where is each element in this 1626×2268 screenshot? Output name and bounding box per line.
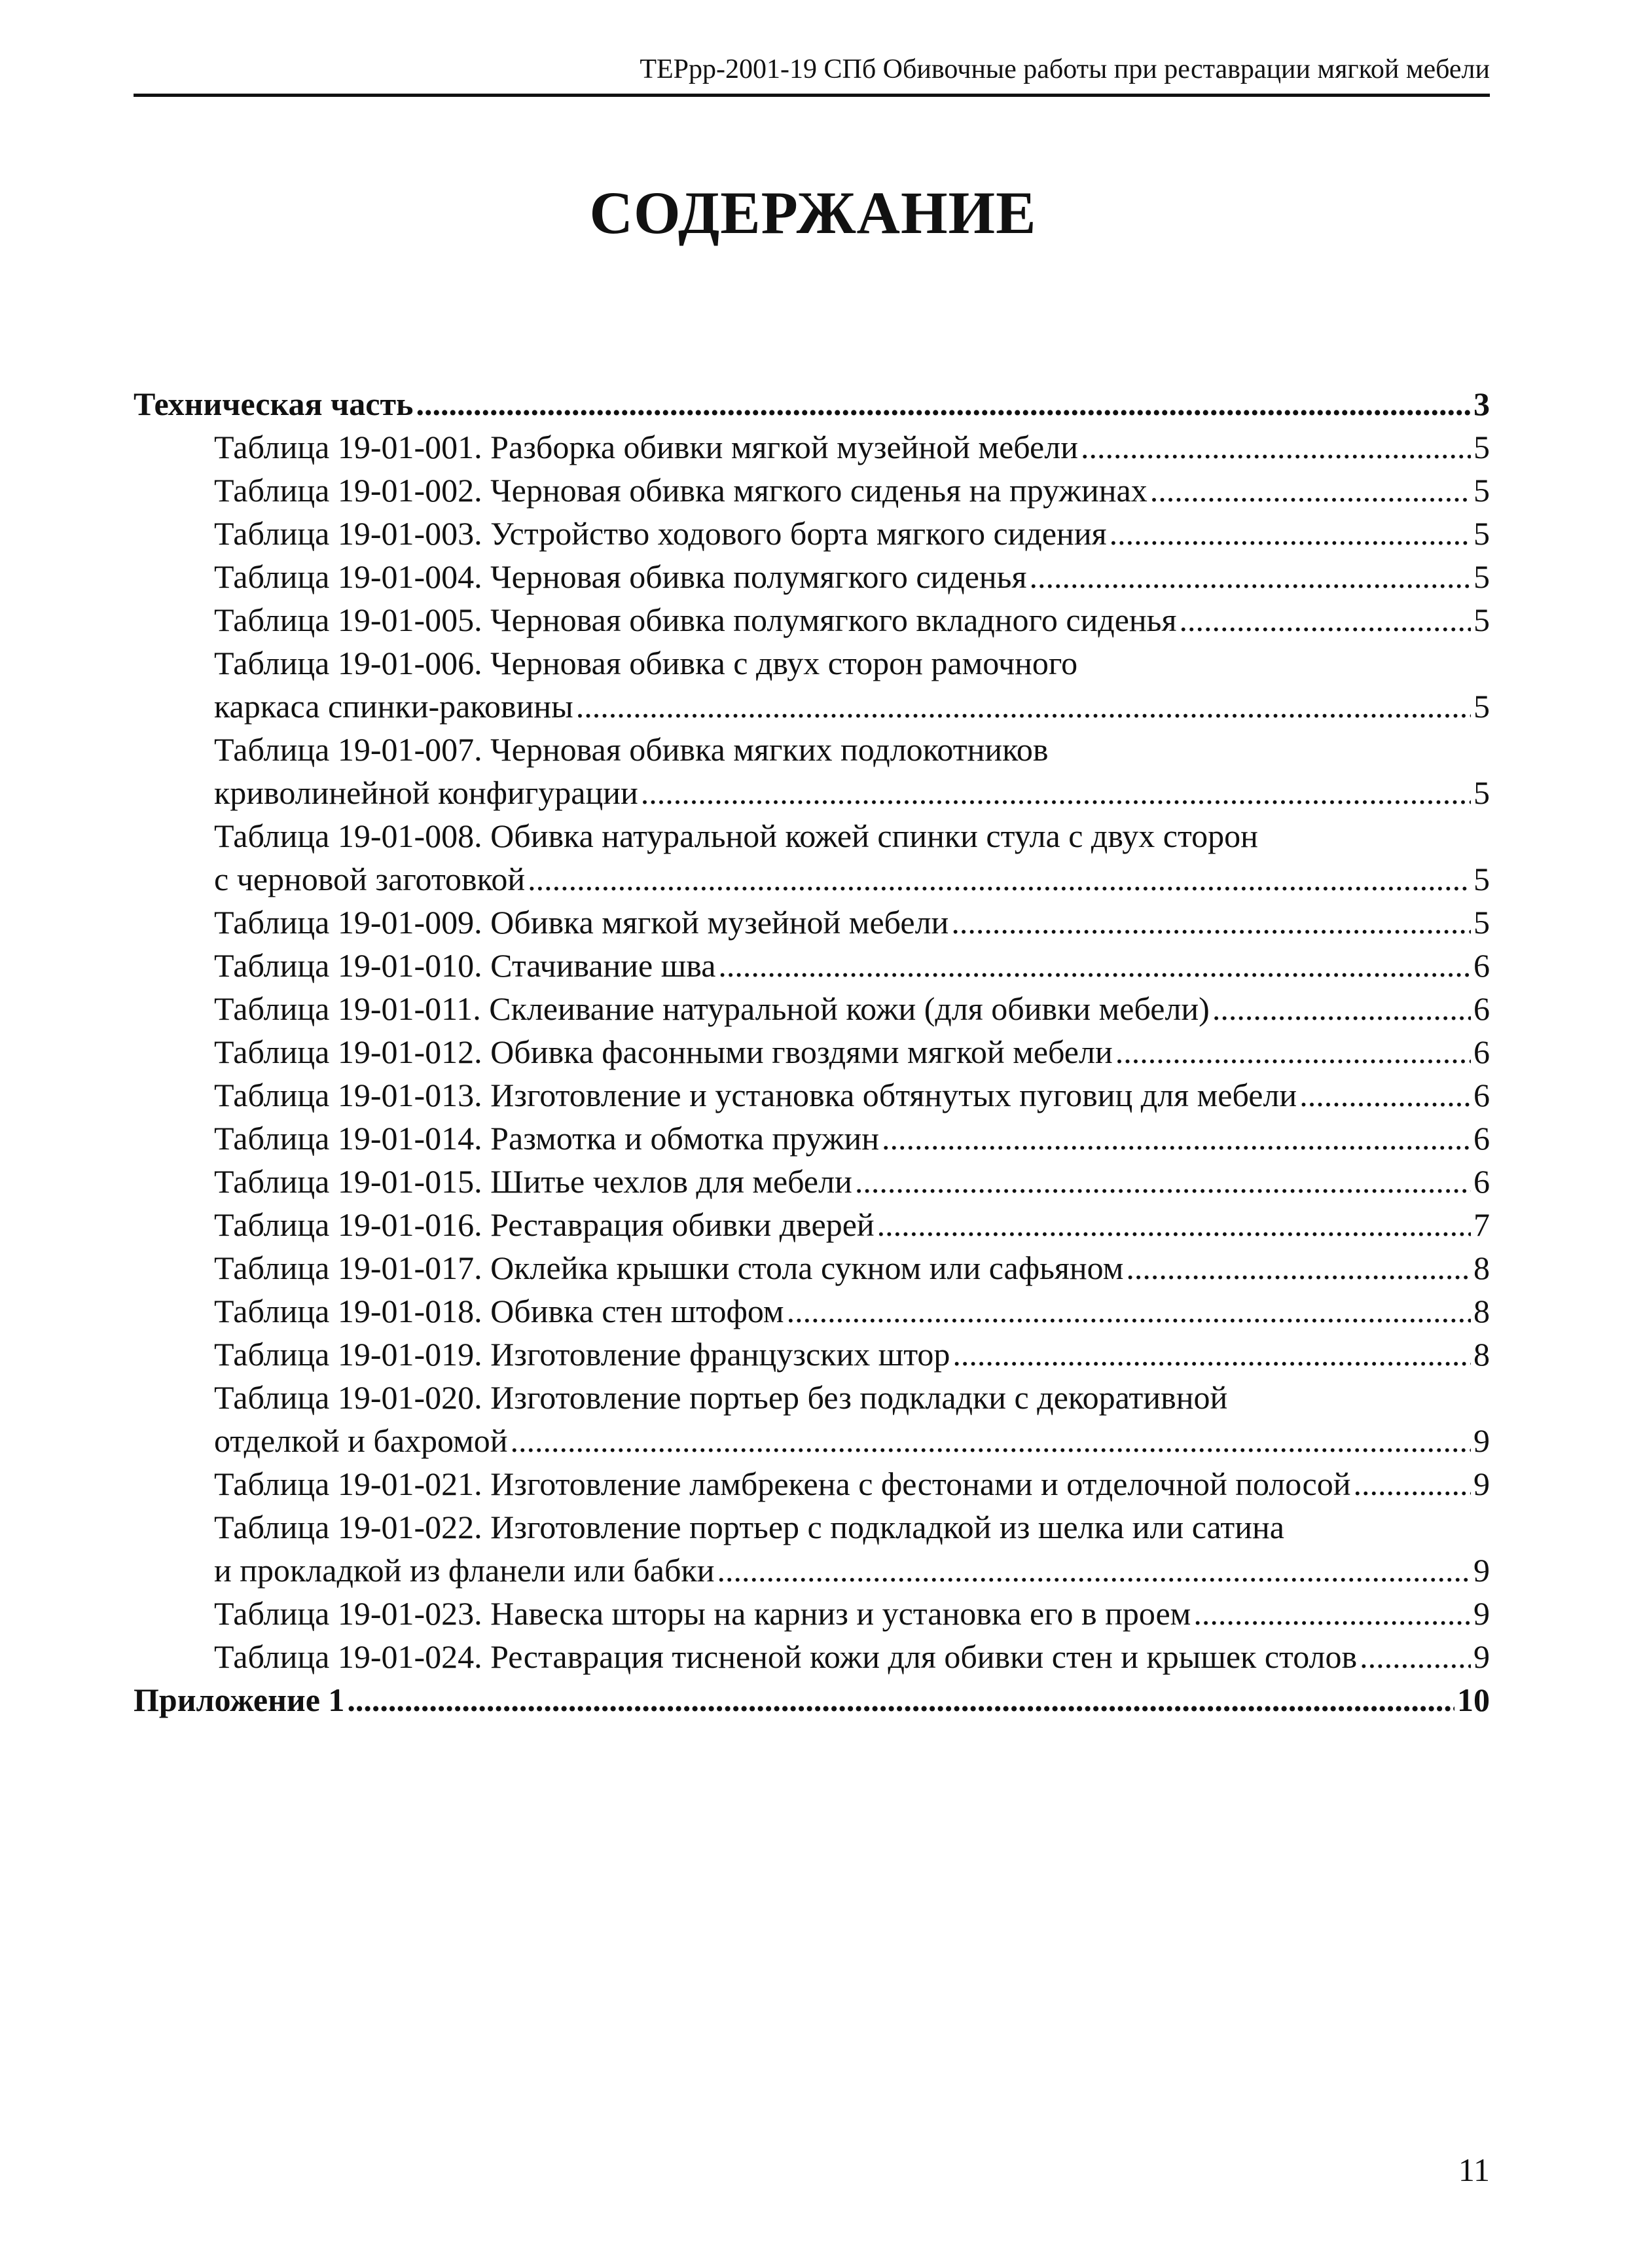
toc-entry[interactable] [134, 425, 1490, 469]
toc-entry-title: Таблица 19-01-015. Шитье чехлов для мебели [214, 1163, 852, 1200]
dot-leader [1193, 1592, 1471, 1635]
toc-entry-first-line[interactable] [134, 728, 1490, 771]
dot-leader [1110, 512, 1471, 555]
dot-leader [1299, 1073, 1471, 1117]
dot-leader [1115, 1030, 1471, 1073]
dot-leader [1360, 1635, 1471, 1678]
dot-leader [718, 944, 1471, 987]
toc-entry[interactable] [134, 598, 1490, 641]
toc-entry-page: 5 [1473, 472, 1490, 509]
toc-entry-title: Таблица 19-01-022. Изготовление портьер с подкладкой из шелка или сатина [214, 1509, 1284, 1545]
toc-entry-title: Таблица 19-01-006. Черновая обивка с двух сторон рамочного [214, 645, 1078, 681]
dot-leader [1126, 1246, 1471, 1289]
toc-entry[interactable] [134, 512, 1490, 555]
toc-entry-title: Таблица 19-01-001. Разборка обивки мягкой музейной мебели [214, 429, 1078, 465]
toc-entry[interactable] [134, 1549, 1490, 1592]
toc-entry[interactable] [134, 685, 1490, 728]
dot-leader [787, 1289, 1471, 1333]
dot-leader [882, 1117, 1471, 1160]
toc-entry-page: 3 [1473, 386, 1490, 422]
dot-leader [951, 901, 1471, 944]
dot-leader [1081, 425, 1471, 469]
toc-entry-title: Таблица 19-01-012. Обивка фасонными гвоздями мягкой мебели [214, 1034, 1113, 1070]
toc-entry-page: 5 [1473, 429, 1490, 465]
toc-entry-page: 5 [1473, 558, 1490, 595]
dot-leader [1353, 1462, 1471, 1505]
toc-entry-title: Таблица 19-01-017. Оклейка крышки стола сукном или сафьяном [214, 1250, 1124, 1286]
toc-entry-title: Таблица 19-01-014. Размотка и обмотка пружин [214, 1120, 880, 1157]
page-number: 11 [1458, 2151, 1490, 2188]
toc-entry[interactable] [134, 771, 1490, 814]
toc-entry-page: 10 [1457, 1682, 1490, 1718]
dot-leader [855, 1160, 1471, 1203]
toc-entry-title: Таблица 19-01-020. Изготовление портьер без подкладки с декоративной [214, 1379, 1228, 1416]
toc-entry[interactable] [134, 1289, 1490, 1333]
toc-entry-title: Таблица 19-01-002. Черновая обивка мягкого сиденья на пружинах [214, 472, 1147, 509]
toc-entry-page: 9 [1473, 1595, 1490, 1632]
toc-entry-page: 8 [1473, 1293, 1490, 1329]
toc-entry-title: Таблица 19-01-018. Обивка стен штофом [214, 1293, 784, 1329]
toc-entry-page: 6 [1473, 1120, 1490, 1157]
toc-entry-title: криволинейной конфигурации [214, 774, 638, 811]
toc-entry[interactable] [134, 469, 1490, 512]
dot-leader [1150, 469, 1471, 512]
toc-entry[interactable] [134, 1117, 1490, 1160]
toc-entry[interactable] [134, 1246, 1490, 1289]
dot-leader [877, 1203, 1471, 1246]
toc-entry[interactable] [134, 1030, 1490, 1073]
toc-entry[interactable] [134, 1462, 1490, 1505]
page-title: СОДЕРЖАНИЕ [589, 179, 1037, 246]
toc-entry[interactable] [134, 1203, 1490, 1246]
dot-leader [1212, 987, 1471, 1030]
dot-leader [528, 857, 1471, 901]
toc-entry[interactable] [134, 1073, 1490, 1117]
toc-entry-page: 9 [1473, 1422, 1490, 1459]
dot-leader [717, 1549, 1471, 1592]
toc-entry[interactable] [134, 382, 1490, 425]
table-of-contents [134, 382, 1490, 1721]
toc-entry-first-line[interactable] [134, 1376, 1490, 1419]
toc-entry-page: 9 [1473, 1466, 1490, 1502]
toc-entry-page: 5 [1473, 861, 1490, 897]
dot-leader [576, 685, 1471, 728]
toc-entry[interactable] [134, 1635, 1490, 1678]
toc-entry-title: Таблица 19-01-019. Изготовление французских штор [214, 1336, 950, 1373]
toc-entry-page: 6 [1473, 1077, 1490, 1113]
toc-entry[interactable] [134, 1419, 1490, 1462]
toc-entry[interactable] [134, 1678, 1490, 1721]
toc-entry-title: Таблица 19-01-023. Навеска шторы на карниз и установка его в проем [214, 1595, 1191, 1632]
dot-leader [641, 771, 1471, 814]
toc-entry-page: 5 [1473, 774, 1490, 811]
toc-entry-title: Таблица 19-01-011. Склеивание натуральной кожи (для обивки мебели) [214, 990, 1210, 1027]
dot-leader [952, 1333, 1471, 1376]
toc-entry[interactable] [134, 901, 1490, 944]
toc-entry[interactable] [134, 857, 1490, 901]
dot-leader [416, 382, 1471, 425]
toc-entry-title: Таблица 19-01-010. Стачивание шва [214, 947, 716, 984]
toc-entry-page: 5 [1473, 515, 1490, 552]
toc-entry-page: 7 [1473, 1206, 1490, 1243]
toc-entry-first-line[interactable] [134, 814, 1490, 857]
toc-entry[interactable] [134, 555, 1490, 598]
dot-leader [1179, 598, 1471, 641]
toc-entry-title: и прокладкой из фланели или бабки [214, 1552, 715, 1589]
toc-entry[interactable] [134, 1333, 1490, 1376]
toc-entry-first-line[interactable] [134, 641, 1490, 685]
toc-entry-title: Таблица 19-01-005. Черновая обивка полумягкого вкладного сиденья [214, 602, 1177, 638]
toc-entry-title: Таблица 19-01-007. Черновая обивка мягких подлокотников [214, 731, 1049, 768]
toc-entry-page: 5 [1473, 602, 1490, 638]
header-rule [134, 94, 1490, 97]
toc-entry-title: Приложение 1 [134, 1682, 345, 1718]
toc-entry-page: 6 [1473, 990, 1490, 1027]
toc-entry-title: каркаса спинки-раковины [214, 688, 573, 725]
dot-leader [510, 1419, 1471, 1462]
toc-entry-page: 6 [1473, 1163, 1490, 1200]
toc-entry-page: 9 [1473, 1638, 1490, 1675]
toc-entry-page: 5 [1473, 904, 1490, 941]
toc-entry-title: Таблица 19-01-024. Реставрация тисненой кожи для обивки стен и крышек столов [214, 1638, 1358, 1675]
toc-entry[interactable] [134, 1592, 1490, 1635]
toc-entry-title: Таблица 19-01-021. Изготовление ламбрекена с фестонами и отделочной полосой [214, 1466, 1351, 1502]
toc-entry-title: Таблица 19-01-008. Обивка натуральной кожей спинки стула с двух сторон [214, 818, 1258, 854]
toc-entry-page: 8 [1473, 1336, 1490, 1373]
dot-leader [347, 1678, 1454, 1721]
toc-entry[interactable] [134, 944, 1490, 987]
toc-entry-page: 8 [1473, 1250, 1490, 1286]
toc-entry[interactable] [134, 1160, 1490, 1203]
toc-entry-title: Таблица 19-01-009. Обивка мягкой музейной мебели [214, 904, 949, 941]
toc-entry[interactable] [134, 987, 1490, 1030]
toc-entry-title: Таблица 19-01-004. Черновая обивка полумягкого сиденья [214, 558, 1027, 595]
toc-entry-title: с черновой заготовкой [214, 861, 526, 897]
running-header: ТЕРрр-2001-19 СПб Обивочные работы при реставрации мягкой мебели [640, 54, 1490, 84]
toc-entry-page: 6 [1473, 1034, 1490, 1070]
dot-leader [1029, 555, 1471, 598]
toc-entry-page: 6 [1473, 947, 1490, 984]
toc-entry-title: Таблица 19-01-003. Устройство ходового борта мягкого сидения [214, 515, 1107, 552]
toc-entry-page: 5 [1473, 688, 1490, 725]
toc-entry-title: Таблица 19-01-013. Изготовление и установка обтянутых пуговиц для мебели [214, 1077, 1297, 1113]
toc-entry-title: Техническая часть [134, 386, 414, 422]
toc-entry-title: отделкой и бахромой [214, 1422, 508, 1459]
toc-entry-page: 9 [1473, 1552, 1490, 1589]
toc-entry-title: Таблица 19-01-016. Реставрация обивки дверей [214, 1206, 875, 1243]
toc-entry-first-line[interactable] [134, 1505, 1490, 1549]
